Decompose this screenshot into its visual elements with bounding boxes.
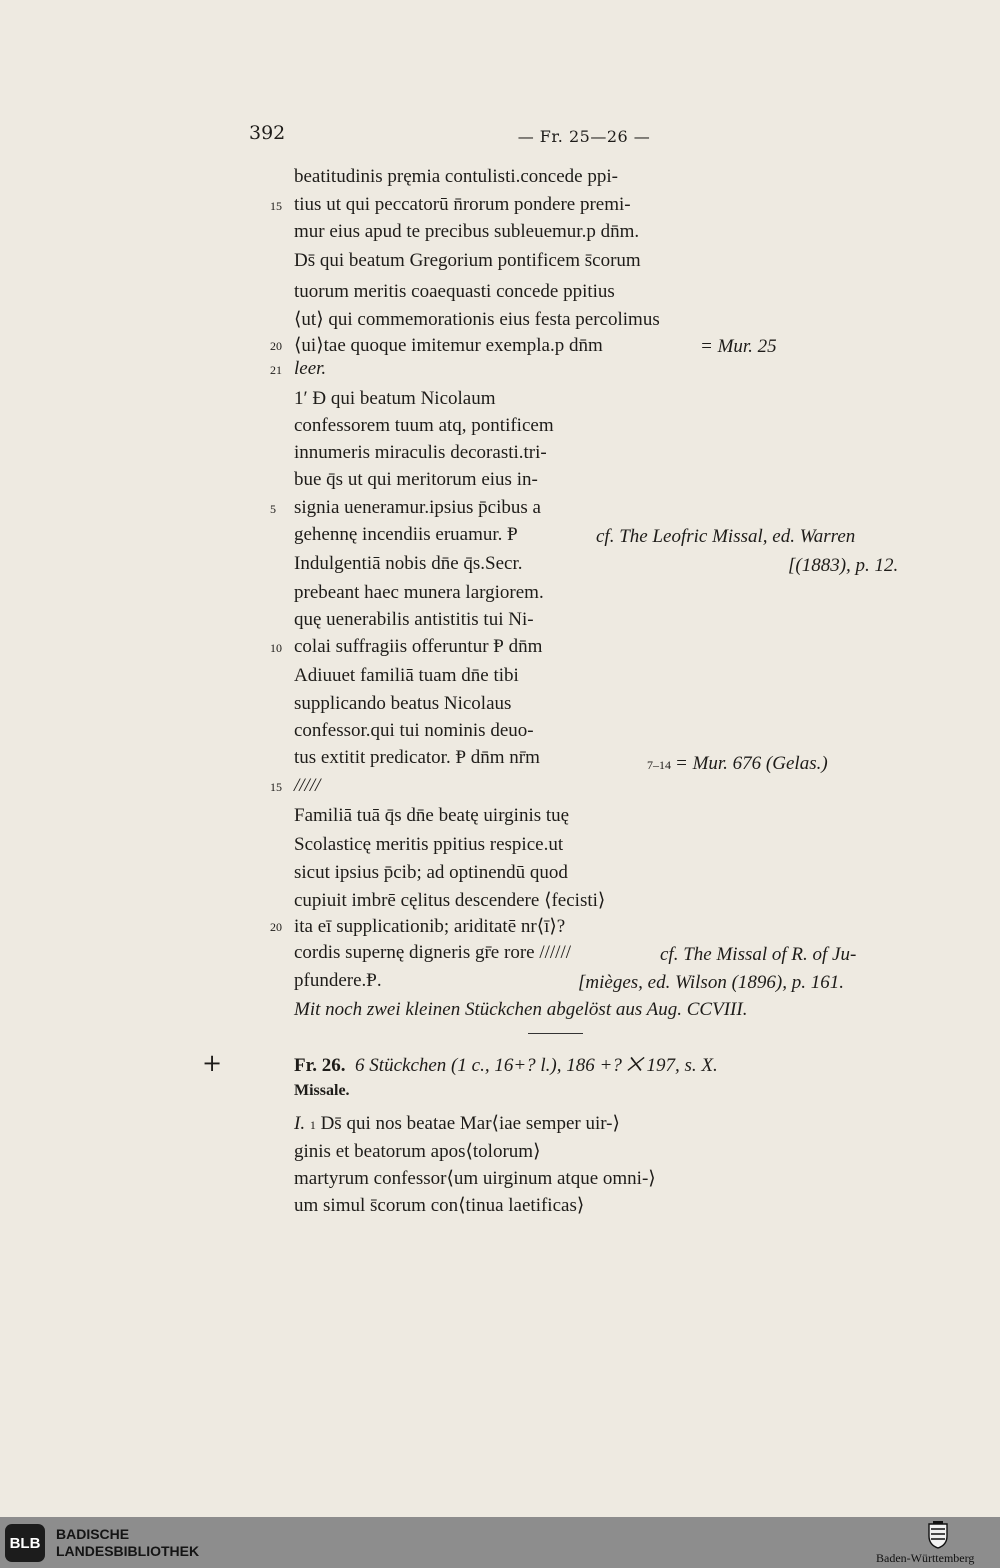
text-line: pfundere.Ᵽ. <box>294 970 382 991</box>
text-line: 1′ Ɖ qui beatum Nicolaum <box>294 388 496 409</box>
text-line: ginis et beatorum apos⟨tolorum⟩ <box>294 1141 541 1162</box>
text-line: Ds̄ qui beatum Gregorium pontificem s̄corum <box>294 250 641 271</box>
plus-marker: + <box>202 1049 223 1077</box>
text-line: Indulgentiā nobis dn̄e q̄s.Secr. <box>294 553 523 574</box>
text-line: tuorum meritis coaequasti concede ppitius <box>294 281 615 302</box>
text-line: 10 colai suffragiis offeruntur Ᵽ dn̄m <box>270 636 543 657</box>
text-line: 5 signia ueneramur.ipsius p̄cibus a <box>270 497 541 518</box>
text-line: quę uenerabilis antistitis tui Ni- <box>294 609 534 630</box>
section-rule <box>528 1033 583 1034</box>
text-line: martyrum confessor⟨um uirginum atque omni-⟩ <box>294 1168 656 1189</box>
text-line: cordis supernę digneris gr̄e rore ////// <box>294 942 572 963</box>
reference-note: 7–14 = Mur. 676 (Gelas.) <box>647 753 828 774</box>
text-line: Scolasticę meritis ppitius respice.ut <box>294 834 564 855</box>
text-line: I. 1 Ds̄ qui nos beatae Mar⟨iae semper uir-⟩ <box>294 1113 620 1134</box>
text-line: Adiuuet familiā tuam dn̄e tibi <box>294 665 519 686</box>
text-line: Familiā tuā q̄s dn̄e beatę uirginis tuę <box>294 805 570 826</box>
text-line: prebeant haec munera largiorem. <box>294 582 544 603</box>
blb-logo[interactable]: BLB <box>5 1524 45 1562</box>
viewer-footer <box>0 1517 1000 1568</box>
text-line: beatitudinis pręmia contulisti.concede ppi- <box>294 166 618 187</box>
fragment-heading: Fr. 26. 6 Stückchen (1 c., 16+? l.), 186 +? ⨉ 197, s. X. <box>294 1055 718 1076</box>
text-line: 20 ita eī supplicationib; ariditatē nr⟨ī⟩? <box>270 916 566 937</box>
bw-name: Baden-Württemberg <box>876 1551 975 1565</box>
text-line: bue q̄s ut qui meritorum eius in- <box>294 469 538 490</box>
text-line: 20 ⟨ui⟩tae quoque imitemur exempla.p dn̄m <box>270 335 603 356</box>
text-line: confessorem tuum atq, pontificem <box>294 415 554 436</box>
running-head: — Fr. 25—26 — <box>517 127 651 146</box>
reference-note: = Mur. 25 <box>700 336 777 357</box>
text-line: confessor.qui tui nominis deuo- <box>294 720 534 741</box>
text-line: 21 leer. <box>270 358 327 379</box>
reference-note: cf. The Leofric Missal, ed. Warren <box>596 526 856 547</box>
text-line: tus extitit predicator. Ᵽ dn̄m nr̄m <box>294 747 540 768</box>
text-line: 15 tius ut qui peccatorū n̄rorum pondere premi- <box>270 194 631 215</box>
provenance-note: Mit noch zwei kleinen Stückchen abgelöst aus Aug. CCVIII. <box>294 999 748 1020</box>
text-line: 15 ///// <box>270 775 321 796</box>
text-line: supplicando beatus Nicolaus <box>294 693 512 714</box>
text-line: innumeris miraculis decorasti.tri- <box>294 442 547 463</box>
fragment-type: Missale. <box>294 1082 350 1099</box>
blb-name: BADISCHE LANDESBIBLIOTHEK <box>56 1526 200 1559</box>
page-number: 392 <box>249 122 286 144</box>
reference-note: [(1883), p. 12. <box>788 555 899 576</box>
text-line: gehennę incendiis eruamur. Ᵽ <box>294 524 518 545</box>
text-line: cupiuit imbrē cęlitus descendere ⟨fecisti⟩ <box>294 890 606 911</box>
text-line: sicut ipsius p̄cib; ad optinendū quod <box>294 862 568 883</box>
text-line: um simul s̄corum con⟨tinua laetificas⟩ <box>294 1195 585 1216</box>
text-line: ⟨ut⟩ qui commemorationis eius festa percolimus <box>294 309 660 330</box>
reference-note: cf. The Missal of R. of Ju- <box>660 944 857 965</box>
text-line: mur eius apud te precibus subleuemur.p dn̄m. <box>294 221 640 242</box>
coat-of-arms-icon <box>926 1521 950 1549</box>
reference-note: [mièges, ed. Wilson (1896), p. 161. <box>578 972 844 993</box>
